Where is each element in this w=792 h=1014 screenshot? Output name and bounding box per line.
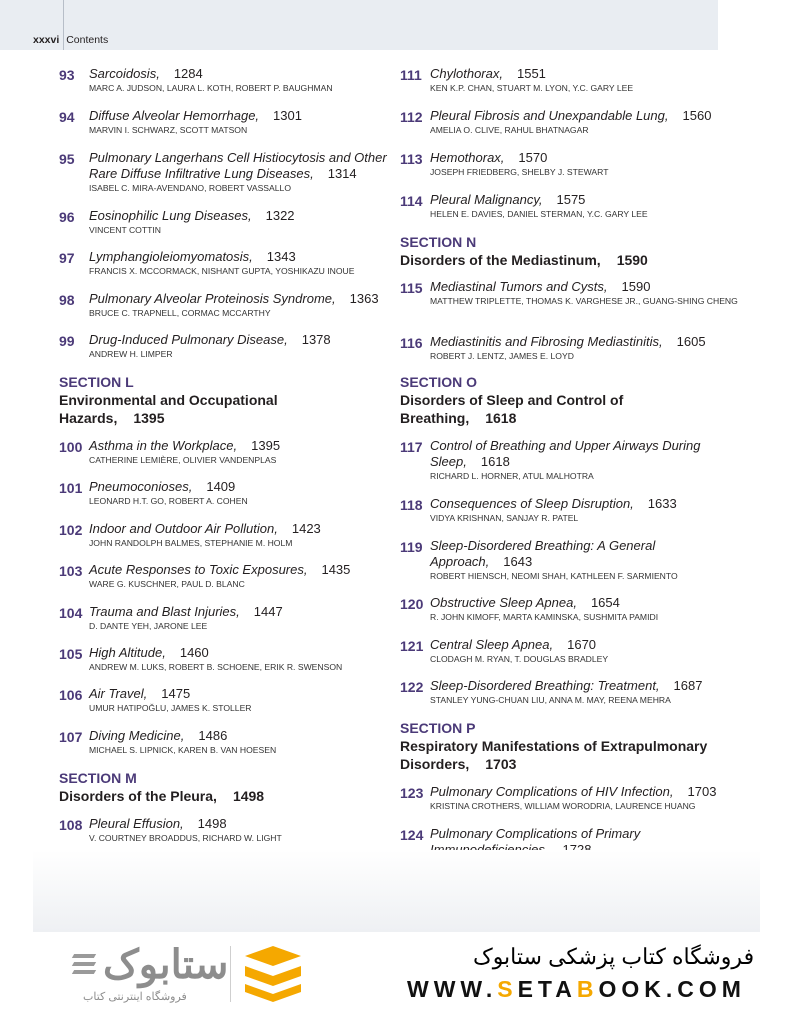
chapter-page: 1643 — [503, 554, 533, 569]
chapter-page: 1423 — [291, 521, 321, 536]
chapter-number: 113 — [400, 151, 423, 167]
section-title: Environmental and Occupational Hazards, 1395 — [59, 392, 278, 426]
chapter-page: 1322 — [265, 208, 295, 223]
toc-entry-chapter-103[interactable] — [59, 562, 409, 590]
logo-speed-lines — [73, 954, 95, 978]
toc-entry-chapter-112[interactable] — [400, 108, 750, 136]
toc-entry-chapter-122[interactable] — [400, 678, 750, 706]
chapter-page: 1343 — [266, 249, 296, 264]
chapter-title: Hemothorax, 1570 — [430, 150, 548, 165]
chapter-authors: ANDREW M. LUKS, ROBERT B. SCHOENE, ERIK R. SWENSON — [89, 662, 343, 672]
chapter-page: 1605 — [676, 334, 706, 349]
chapter-number: 111 — [400, 67, 422, 83]
toc-section-heading[interactable] — [400, 234, 720, 269]
chapter-title: Mediastinitis and Fibrosing Mediastinitis, 1605 — [430, 334, 706, 349]
chapter-page: 1703 — [687, 784, 717, 799]
toc-entry-chapter-101[interactable] — [59, 479, 409, 507]
toc-entry-chapter-116[interactable] — [400, 334, 750, 362]
toc-entry-chapter-95[interactable] — [59, 150, 409, 194]
chapter-title: Acute Responses to Toxic Exposures, 1435 — [89, 562, 351, 577]
toc-entry-chapter-102[interactable] — [59, 521, 409, 549]
chapter-number: 117 — [400, 439, 423, 455]
chapter-title: Pulmonary Complications of Primary — [430, 826, 750, 858]
chapter-page: 1395 — [251, 438, 281, 453]
chapter-title: Pleural Effusion, 1498 — [89, 816, 227, 831]
chapter-title: Pulmonary Alveolar Proteinosis Syndrome, 1363 — [89, 291, 379, 306]
chapter-number: 93 — [59, 67, 75, 83]
chapter-page: 1301 — [273, 108, 302, 123]
chapter-authors: BRUCE C. TRAPNELL, CORMAC MCCARTHY — [89, 308, 271, 318]
chapter-number: 107 — [59, 729, 83, 745]
book-logo-icon — [241, 942, 305, 1004]
chapter-authors: RICHARD L. HORNER, ATUL MALHOTRA — [430, 471, 594, 481]
chapter-authors: JOHN RANDOLPH BALMES, STEPHANIE M. HOLM — [89, 538, 293, 548]
chapter-number: 100 — [59, 439, 83, 455]
chapter-title: Chylothorax, 1551 — [430, 66, 546, 81]
toc-entry-chapter-113[interactable] — [400, 150, 750, 178]
chapter-page: 1575 — [556, 192, 586, 207]
section-page: 1498 — [232, 788, 265, 804]
section-label: SECTION M — [59, 770, 137, 786]
chapter-authors: VINCENT COTTIN — [89, 225, 161, 235]
chapter-title: Pleural Malignancy, 1575 — [430, 192, 586, 207]
page-number: xxxvi — [33, 34, 60, 46]
chapter-title: Consequences of Sleep Disruption, 1633 — [430, 496, 677, 511]
chapter-number: 99 — [59, 333, 75, 349]
chapter-number: 120 — [400, 596, 424, 612]
chapter-title: Sleep-Disordered Breathing: Treatment, 1687 — [430, 678, 703, 693]
chapter-authors: MARVIN I. SCHWARZ, SCOTT MATSON — [89, 125, 248, 135]
chapter-page: 1475 — [161, 686, 191, 701]
chapter-title: Pneumoconioses, 1409 — [89, 479, 236, 494]
chapter-authors: UMUR HATIPOĞLU, JAMES K. STOLLER — [89, 703, 252, 713]
chapter-number: 105 — [59, 646, 83, 662]
toc-entry-chapter-100[interactable] — [59, 438, 409, 466]
chapter-page: 1498 — [197, 816, 227, 831]
chapter-title: Diffuse Alveolar Hemorrhage, 1301 — [89, 108, 302, 123]
section-title: Respiratory Manifestations of Extrapulmonary Disorders, 1703 — [400, 738, 708, 772]
toc-section-heading[interactable] — [400, 374, 720, 427]
section-title: Disorders of the Mediastinum, 1590 — [400, 252, 648, 268]
section-title: Disorders of Sleep and Control of Breathing, 1618 — [400, 392, 624, 426]
chapter-page: 1460 — [179, 645, 209, 660]
store-url[interactable]: WWW.SETABOOK.COM — [407, 976, 746, 1002]
chapter-number: 112 — [400, 109, 423, 125]
chapter-title: Eosinophilic Lung Diseases, 1322 — [89, 208, 295, 223]
chapter-authors: HELEN E. DAVIES, DANIEL STERMAN, Y.C. GARY LEE — [430, 209, 648, 219]
chapter-authors: ROBERT J. LENTZ, JAMES E. LOYD — [430, 351, 574, 361]
toc-entry-chapter-99[interactable] — [59, 332, 409, 360]
chapter-number: 95 — [59, 151, 75, 167]
section-page: 1395 — [133, 410, 165, 426]
toc-section-heading[interactable] — [400, 720, 720, 773]
chapter-page: 1378 — [301, 332, 331, 347]
toc-entry-chapter-115[interactable] — [400, 279, 750, 307]
toc-entry-chapter-107[interactable] — [59, 728, 409, 756]
chapter-title: Mediastinal Tumors and Cysts, 1590 — [430, 279, 651, 294]
chapter-page: 1618 — [480, 454, 510, 469]
chapter-number: 114 — [400, 193, 423, 209]
running-header — [33, 34, 108, 46]
chapter-authors: ANDREW H. LIMPER — [89, 349, 173, 359]
chapter-page: 1409 — [206, 479, 236, 494]
toc-entry-chapter-94[interactable] — [59, 108, 409, 136]
chapter-page: 1633 — [647, 496, 677, 511]
chapter-page: 1590 — [621, 279, 651, 294]
chapter-authors: KEN K.P. CHAN, STUART M. LYON, Y.C. GARY LEE — [430, 83, 634, 93]
chapter-title: Lymphangioleiomyomatosis, 1343 — [89, 249, 296, 264]
chapter-authors: MATTHEW TRIPLETTE, THOMAS K. VARGHESE JR., GUANG-SHING CHENG — [430, 296, 738, 306]
store-footer — [33, 932, 760, 1014]
chapter-number: 124 — [400, 827, 424, 843]
chapter-page: 1654 — [590, 595, 620, 610]
chapter-number: 118 — [400, 497, 423, 513]
chapter-title: Sleep-Disordered Breathing: A General Approach, 1643 — [430, 538, 656, 569]
chapter-authors: AMELIA O. CLIVE, RAHUL BHATNAGAR — [430, 125, 589, 135]
chapter-number: 106 — [59, 687, 83, 703]
chapter-number: 97 — [59, 250, 75, 266]
toc-entry-chapter-114[interactable] — [400, 192, 750, 220]
chapter-authors: R. JOHN KIMOFF, MARTA KAMINSKA, SUSHMITA PAMIDI — [430, 612, 659, 622]
chapter-number: 119 — [400, 539, 423, 555]
chapter-authors: ROBERT HIENSCH, NEOMI SHAH, KATHLEEN F. SARMIENTO — [430, 571, 678, 581]
chapter-authors: D. DANTE YEH, JARONE LEE — [89, 621, 208, 631]
store-logo-subtitle: فروشگاه اینترنتی کتاب — [83, 991, 187, 1003]
chapter-title: Pulmonary Complications of HIV Infection, 1703 — [430, 784, 717, 799]
header-label: Contents — [66, 34, 109, 46]
chapter-number: 98 — [59, 292, 75, 308]
chapter-title: Diving Medicine, 1486 — [89, 728, 228, 743]
section-label: SECTION P — [400, 720, 476, 736]
chapter-authors: VIDYA KRISHNAN, SANJAY R. PATEL — [430, 513, 579, 523]
toc-entry-chapter-119[interactable] — [400, 538, 750, 582]
chapter-page: 1363 — [349, 291, 379, 306]
chapter-authors: LEONARD H.T. GO, ROBERT A. COHEN — [89, 496, 248, 506]
chapter-page: 1551 — [516, 66, 546, 81]
toc-entry-chapter-111[interactable] — [400, 66, 750, 94]
toc-entry-chapter-123[interactable] — [400, 784, 750, 812]
chapter-page: 1486 — [198, 728, 228, 743]
toc-entry-chapter-106[interactable] — [59, 686, 409, 714]
chapter-authors: CLODAGH M. RYAN, T. DOUGLAS BRADLEY — [430, 654, 609, 664]
chapter-authors: MARC A. JUDSON, LAURA L. KOTH, ROBERT P. BAUGHMAN — [89, 83, 333, 93]
chapter-title: Asthma in the Workplace, 1395 — [89, 438, 281, 453]
chapter-authors: STANLEY YUNG-CHUAN LIU, ANNA M. MAY, REENA MEHRA — [430, 695, 671, 705]
toc-section-heading[interactable] — [59, 374, 379, 427]
chapter-number: 108 — [59, 817, 83, 833]
chapter-number: 122 — [400, 679, 424, 695]
toc-entry-chapter-93[interactable] — [59, 66, 409, 94]
chapter-authors: WARE G. KUSCHNER, PAUL D. BLANC — [89, 579, 245, 589]
section-label: SECTION L — [59, 374, 134, 390]
chapter-page: 1560 — [682, 108, 712, 123]
section-title: Disorders of the Pleura, 1498 — [59, 788, 265, 804]
chapter-title: Air Travel, 1475 — [89, 686, 191, 701]
chapter-page: 1435 — [321, 562, 351, 577]
chapter-page: 1314 — [327, 166, 357, 181]
chapter-title: Control of Breathing and Upper Airways During Sleep, 1618 — [430, 438, 701, 469]
chapter-title: Pulmonary Langerhans Cell Histiocytosis and Other Rare Diffuse Infiltrative Lung Diseases, 1314 — [89, 150, 387, 181]
toc-entry-chapter-120[interactable] — [400, 595, 750, 623]
chapter-number: 116 — [400, 335, 423, 351]
toc-entry-chapter-96[interactable] — [59, 208, 409, 236]
chapter-number: 94 — [59, 109, 75, 125]
chapter-authors: V. COURTNEY BROADDUS, RICHARD W. LIGHT — [89, 833, 282, 843]
chapter-authors: KRISTINA CROTHERS, WILLIAM WORODRIA, LAURENCE HUANG — [430, 801, 696, 811]
chapter-title: High Altitude, 1460 — [89, 645, 209, 660]
chapter-number: 123 — [400, 785, 424, 801]
section-label: SECTION N — [400, 234, 477, 250]
chapter-authors: CATHERINE LEMIÈRE, OLIVIER VANDENPLAS — [89, 455, 277, 465]
chapter-number: 103 — [59, 563, 83, 579]
section-label: SECTION O — [400, 374, 478, 390]
store-logo-text: ستابوک — [103, 943, 229, 987]
chapter-authors: FRANCIS X. MCCORMACK, NISHANT GUPTA, YOSHIKAZU INOUE — [89, 266, 355, 276]
chapter-page: 1570 — [518, 150, 548, 165]
toc-entry-chapter-105[interactable] — [59, 645, 409, 673]
chapter-title: Central Sleep Apnea, 1670 — [430, 637, 597, 652]
logo-divider — [230, 946, 231, 1002]
chapter-authors: MICHAEL S. LIPNICK, KAREN B. VAN HOESEN — [89, 745, 277, 755]
chapter-number: 121 — [400, 638, 424, 654]
chapter-title: Pleural Fibrosis and Unexpandable Lung, 1560 — [430, 108, 712, 123]
chapter-title: Drug-Induced Pulmonary Disease, 1378 — [89, 332, 331, 347]
chapter-page: 1687 — [673, 678, 703, 693]
toc-entry-chapter-108[interactable] — [59, 816, 409, 844]
toc-entry-chapter-118[interactable] — [400, 496, 750, 524]
chapter-number: 115 — [400, 280, 423, 296]
chapter-title: Indoor and Outdoor Air Pollution, 1423 — [89, 521, 321, 536]
toc-entry-chapter-98[interactable] — [59, 291, 409, 319]
chapter-number: 102 — [59, 522, 83, 538]
section-page: 1703 — [485, 756, 517, 772]
chapter-number: 96 — [59, 209, 75, 225]
toc-entry-chapter-117[interactable] — [400, 438, 750, 482]
chapter-number: 104 — [59, 605, 83, 621]
chapter-title: Obstructive Sleep Apnea, 1654 — [430, 595, 620, 610]
section-page: 1618 — [485, 410, 517, 426]
toc-entry-chapter-121[interactable] — [400, 637, 750, 665]
footer-fade — [33, 850, 760, 932]
chapter-page: 1670 — [567, 637, 597, 652]
section-page: 1590 — [616, 252, 648, 268]
chapter-page: 1284 — [173, 66, 203, 81]
chapter-authors: ISABEL C. MIRA-AVENDANO, ROBERT VASSALLO — [89, 183, 292, 193]
toc-entry-chapter-104[interactable] — [59, 604, 409, 632]
chapter-title: Sarcoidosis, 1284 — [89, 66, 203, 81]
chapter-title: Trauma and Blast Injuries, 1447 — [89, 604, 283, 619]
toc-entry-chapter-97[interactable] — [59, 249, 409, 277]
chapter-number: 101 — [59, 480, 83, 496]
store-name: فروشگاه کتاب پزشکی ستابوک — [473, 944, 755, 969]
chapter-authors: JOSEPH FRIEDBERG, SHELBY J. STEWART — [430, 167, 609, 177]
toc-section-heading[interactable] — [59, 770, 379, 805]
chapter-page: 1447 — [253, 604, 283, 619]
